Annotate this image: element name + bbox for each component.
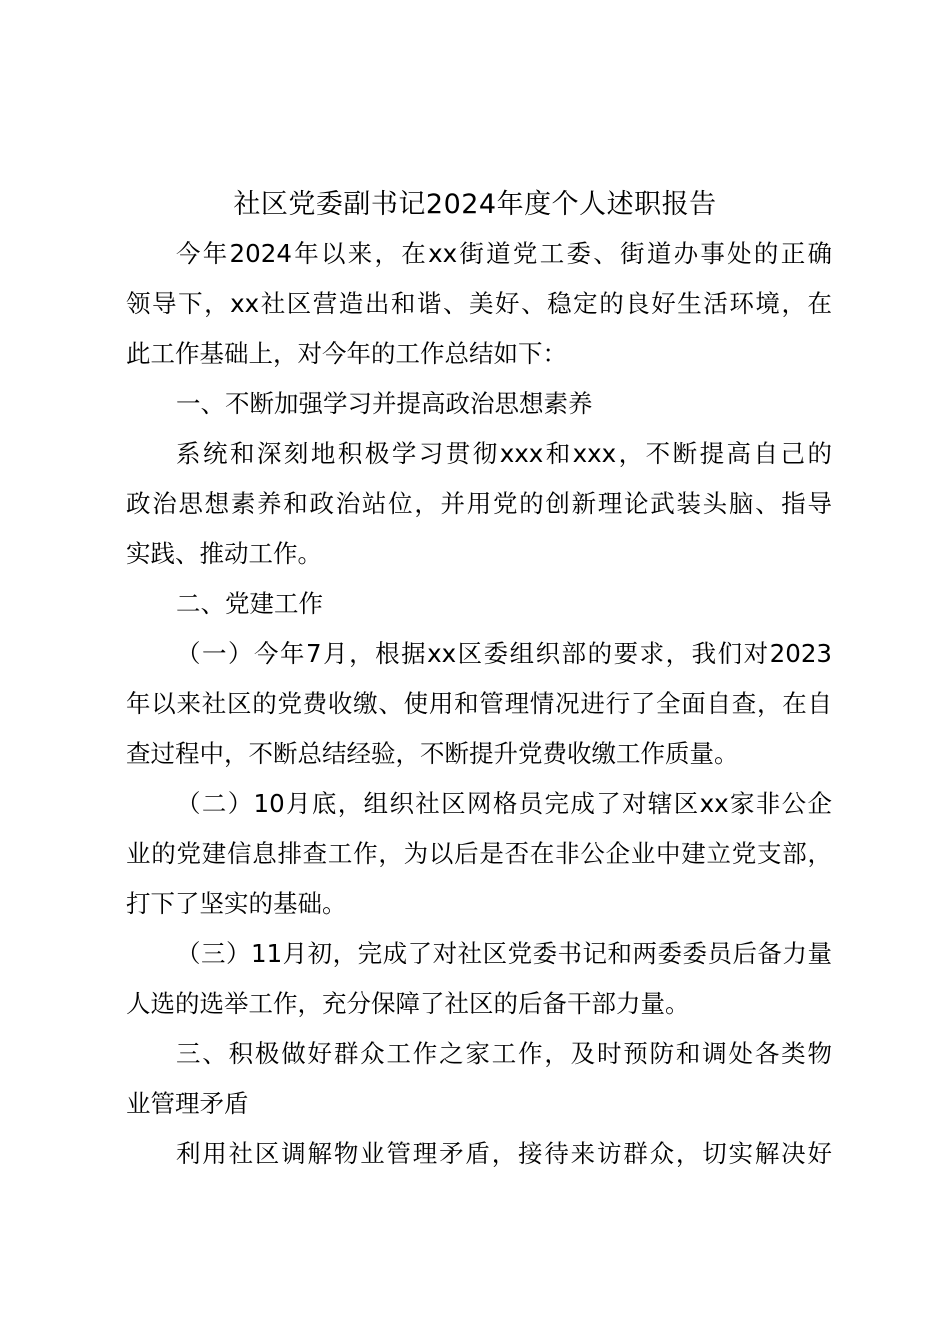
paragraph-line: 人选的选举工作，充分保障了社区的后备干部力量。 [126,989,690,1018]
paragraph-line: 此工作基础上，对今年的工作总结如下： [126,339,567,368]
paragraph-line: 打下了坚实的基础。 [126,889,347,918]
paragraph-line: 政治思想素养和政治站位，并用党的创新理论武装头脑、指导 [126,489,832,518]
paragraph-line: （一）今年7月，根据xx区委组织部的要求，我们对2023 [176,639,832,668]
paragraph-line: 领导下，xx社区营造出和谐、美好、稳定的良好生活环境，在 [126,289,832,318]
section-heading: 业管理矛盾 [126,1089,249,1118]
section-heading: 二、党建工作 [176,589,323,618]
paragraph-line: 系统和深刻地积极学习贯彻xxx和xxx，不断提高自己的 [176,439,832,468]
paragraph-line: 业的党建信息排查工作，为以后是否在非公企业中建立党支部， [126,839,832,868]
section-heading: 一、不断加强学习并提高政治思想素养 [176,389,593,418]
paragraph-line: （三）11月初，完成了对社区党委书记和两委委员后备力量 [176,939,832,968]
paragraph-line: 年以来社区的党费收缴、使用和管理情况进行了全面自查，在自 [126,689,832,718]
section-heading: 三、积极做好群众工作之家工作，及时预防和调处各类物 [176,1039,832,1068]
paragraph-line: 今年2024年以来，在xx街道党工委、街道办事处的正确 [176,239,832,268]
paragraph-line: 查过程中，不断总结经验，不断提升党费收缴工作质量。 [126,739,739,768]
paragraph-line: （二）10月底，组织社区网格员完成了对辖区xx家非公企 [176,789,832,818]
paragraph-line: 实践、推动工作。 [126,539,322,568]
paragraph-line: 利用社区调解物业管理矛盾，接待来访群众，切实解决好 [176,1139,832,1168]
document-title: 社区党委副书记2024年度个人述职报告 [233,189,717,220]
